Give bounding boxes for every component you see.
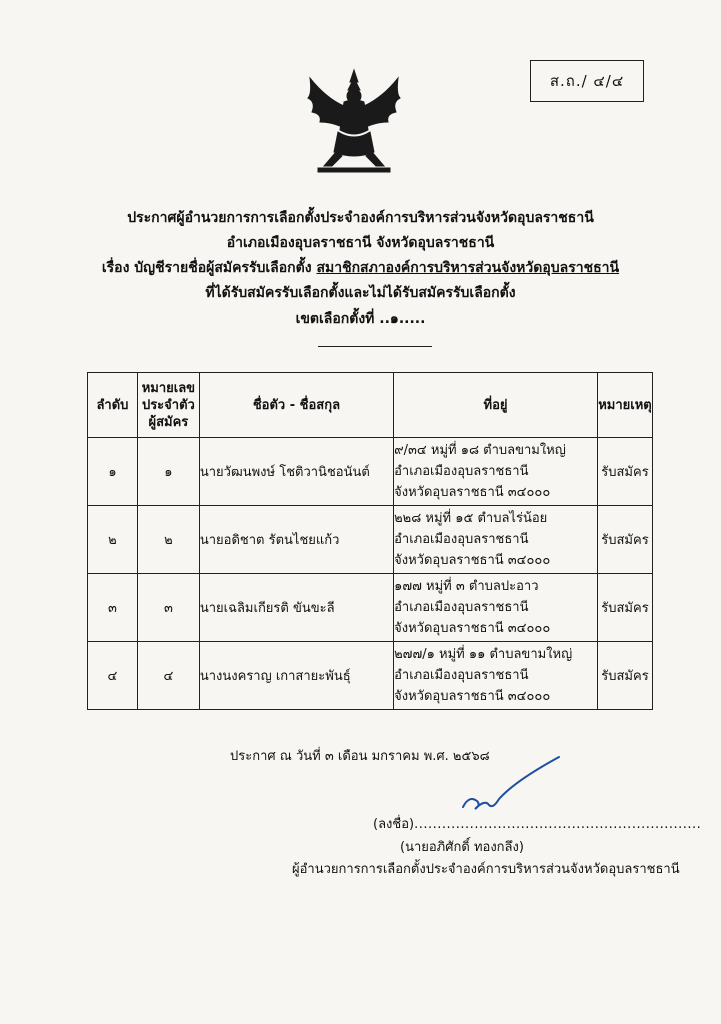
header-number xyxy=(137,373,199,438)
address-line: จังหวัดอุบลราชธานี ๓๔๐๐๐ xyxy=(394,621,551,636)
address-line: จังหวัดอุบลราชธานี ๓๔๐๐๐ xyxy=(394,689,551,704)
district-label: เขตเลือกตั้งที่ xyxy=(295,311,375,327)
cell-address xyxy=(394,438,598,506)
cell-number: ๑ xyxy=(137,438,199,506)
cell-seq: ๓ xyxy=(88,574,138,642)
garuda-emblem-icon xyxy=(298,68,410,176)
signature-dots: .............................................................. xyxy=(414,817,702,832)
subject-subline: ที่ได้รับสมัครรับเลือกตั้งและไม่ได้รับสมัครรับเลือกตั้ง xyxy=(205,285,516,301)
candidates-table xyxy=(87,372,653,710)
cell-name: นายเฉลิมเกียรติ ขันขะลี xyxy=(199,574,393,642)
cell-seq: ๔ xyxy=(88,642,138,710)
form-code-box xyxy=(530,60,644,102)
cell-remark: รับสมัคร xyxy=(597,642,652,710)
address-line: อำเภอเมืองอุบลราชธานี xyxy=(394,464,529,479)
table-row xyxy=(88,506,653,574)
cell-remark: รับสมัคร xyxy=(597,574,652,642)
subject-underlined: สมาชิกสภาองค์การบริหารส่วนจังหวัดอุบลราชธานี xyxy=(316,260,620,276)
cell-remark: รับสมัคร xyxy=(597,506,652,574)
announcement-title: ประกาศผู้อำนวยการการเลือกตั้งประจำองค์การบริหารส่วนจังหวัดอุบลราชธานี xyxy=(127,210,594,226)
district-line: อำเภอเมืองอุบลราชธานี จังหวัดอุบลราชธานี xyxy=(226,235,495,251)
cell-number: ๔ xyxy=(137,642,199,710)
address-line: จังหวัดอุบลราชธานี ๓๔๐๐๐ xyxy=(394,485,551,500)
cell-seq: ๑ xyxy=(88,438,138,506)
signer-position: ผู้อำนวยการการเลือกตั้งประจำองค์การบริหารส่วนจังหวัดอุบลราชธานี xyxy=(292,862,680,877)
header-number-line: ประจำตัว xyxy=(141,397,195,413)
cell-seq: ๒ xyxy=(88,506,138,574)
cell-number: ๒ xyxy=(137,506,199,574)
header-address: ที่อยู่ xyxy=(394,373,598,438)
cell-address xyxy=(394,506,598,574)
electoral-district xyxy=(0,307,721,332)
address-line: ๑๗๗ หมู่ที่ ๓ ตำบลปะอาว xyxy=(394,579,539,594)
table-row xyxy=(88,642,653,710)
cell-name: นายวัฒนพงษ์ โชติวานิชอนันต์ xyxy=(199,438,393,506)
signature-line xyxy=(373,813,701,834)
table-row xyxy=(88,574,653,642)
address-line: อำเภอเมืองอุบลราชธานี xyxy=(394,600,529,615)
header-name: ชื่อตัว - ชื่อสกุล xyxy=(199,373,393,438)
subject-prefix: เรื่อง บัญชีรายชื่อผู้สมัครรับเลือกตั้ง xyxy=(101,260,317,276)
address-line: ๒๒๘ หมู่ที่ ๑๕ ตำบลไร่น้อย xyxy=(394,511,548,526)
table-row xyxy=(88,438,653,506)
address-line: ๒๗๗/๑ หมู่ที่ ๑๑ ตำบลขามใหญ่ xyxy=(394,647,573,662)
announcement-date: ประกาศ ณ วันที่ ๓ เดือน มกราคม พ.ศ. ๒๕๖๘ xyxy=(230,749,490,764)
title-divider xyxy=(318,346,432,347)
form-code: ส.ถ./ ๔/๔ xyxy=(549,72,625,90)
header-number-line: ผู้สมัคร xyxy=(148,414,189,430)
cell-name: นางนงคราญ เกาสายะพันธุ์ xyxy=(199,642,393,710)
cell-remark: รับสมัคร xyxy=(597,438,652,506)
signer-name: (นายอภิศักดิ์ ทองกลึง) xyxy=(400,840,524,855)
header-number-line: หมายเลข xyxy=(141,380,196,396)
handwritten-signature-icon xyxy=(455,755,565,815)
address-line: อำเภอเมืองอุบลราชธานี xyxy=(394,532,529,547)
header-seq: ลำดับ xyxy=(88,373,138,438)
cell-address xyxy=(394,642,598,710)
header-remark: หมายเหตุ xyxy=(597,373,652,438)
signature-label: (ลงชื่อ) xyxy=(373,817,415,832)
address-line: จังหวัดอุบลราชธานี ๓๔๐๐๐ xyxy=(394,553,551,568)
district-value: ..๑..... xyxy=(379,311,426,327)
cell-number: ๓ xyxy=(137,574,199,642)
cell-address xyxy=(394,574,598,642)
cell-name: นายอดิชาต รัตนไชยแก้ว xyxy=(199,506,393,574)
table-header-row xyxy=(88,373,653,438)
address-line: อำเภอเมืองอุบลราชธานี xyxy=(394,668,529,683)
subject-line xyxy=(0,256,721,281)
address-line: ๙/๓๔ หมู่ที่ ๑๘ ตำบลขามใหญ่ xyxy=(394,443,566,458)
